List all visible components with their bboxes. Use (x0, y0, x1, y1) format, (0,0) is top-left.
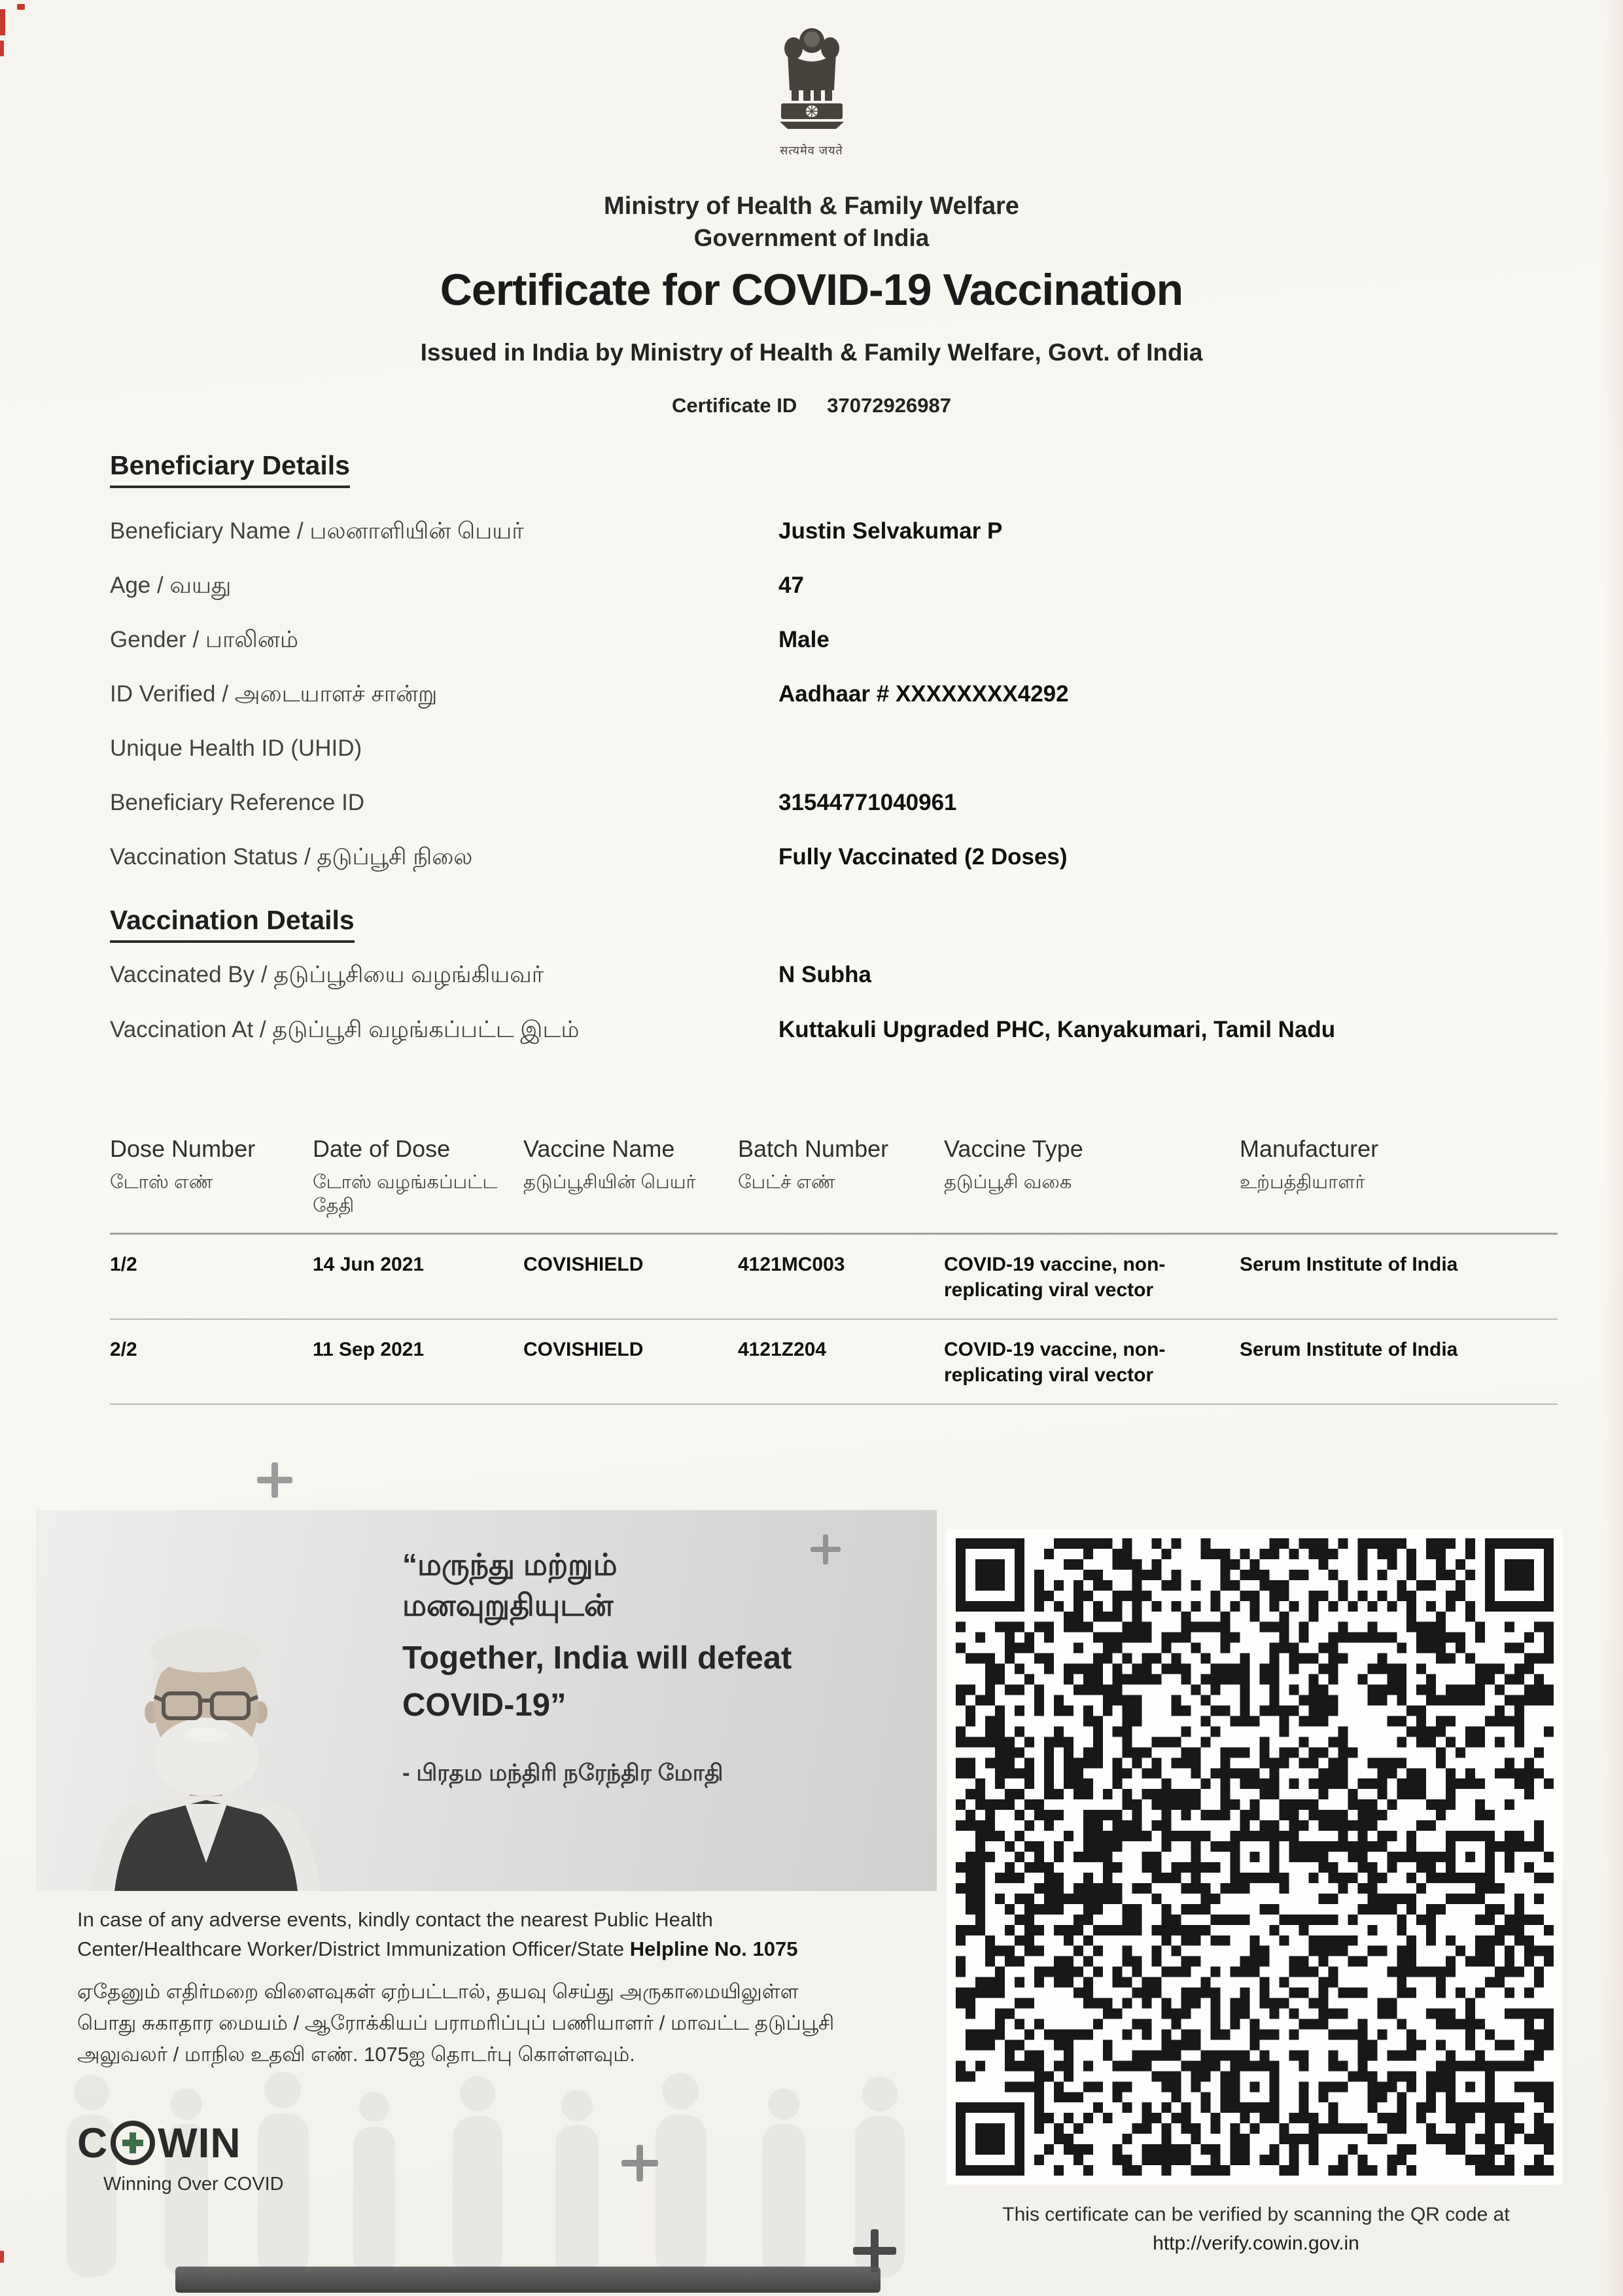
field-value: Justin Selvakumar P (778, 518, 1003, 544)
quote-english-line2: COVID-19” (402, 1687, 567, 1723)
field-label: Beneficiary Reference ID (110, 790, 365, 815)
header-block (0, 192, 1623, 252)
emblem-motto: सत्यमेव जयते (780, 144, 843, 157)
beneficiary-details-heading: Beneficiary Details (110, 450, 350, 488)
field-label: Beneficiary Name / பலனாளியின் பெயர் (110, 518, 524, 544)
field-value: Male (778, 627, 829, 652)
field-row (110, 735, 1562, 790)
field-label: Vaccinated By / தடுப்பூசியை வழங்கியவர் (110, 962, 544, 987)
vaccine-name-cell: COVISHIELD (523, 1253, 644, 1275)
cowin-logo-win: WIN (158, 2119, 241, 2166)
field-value: N Subha (778, 962, 871, 987)
column-header: Batch Number பேட்ச் எண் (738, 1135, 889, 1193)
pm-portrait-photo (52, 1561, 360, 1891)
ministry-name: Ministry of Health & Family Welfare (604, 192, 1019, 220)
qr-verification-caption: This certificate can be verified by scanning the QR code at (1002, 2204, 1510, 2225)
field-label: Vaccination Status / தடுப்பூசி நிலை (110, 844, 473, 870)
field-value: Kuttakuli Upgraded PHC, Kanyakumari, Tamil Nadu (778, 1017, 1336, 1042)
quote-tamil-line2: மனவுறுதியுடன் (402, 1588, 614, 1623)
adverse-events-note (77, 1905, 882, 1964)
scan-mark (0, 41, 4, 56)
field-row (110, 627, 1562, 681)
field-row (110, 518, 1562, 573)
field-value: Aadhaar # XXXXXXXX4292 (778, 681, 1069, 707)
adverse-note-text: In case of any adverse events, kindly contact the nearest Public Health Center/Healthcare Worker/District Immunization Officer/State (77, 1908, 713, 1960)
field-value: 47 (778, 573, 804, 598)
qr-code (947, 1529, 1563, 2185)
plus-decoration-icon (811, 1534, 841, 1564)
campaign-banner (36, 1510, 937, 1891)
field-row (110, 1017, 1562, 1072)
national-emblem-icon (756, 10, 867, 158)
batch-number-cell: 4121MC003 (738, 1253, 845, 1275)
quote-attribution: - பிரதம மந்திரி நரேந்திர மோதி (402, 1760, 724, 1786)
qr-verification-url: http://verify.cowin.gov.in (1153, 2233, 1359, 2254)
table-row (110, 1320, 1558, 1405)
helpline-number: Helpline No. 1075 (629, 1937, 798, 1960)
dose-number-cell: 2/2 (110, 1338, 137, 1360)
adverse-events-note-tamil: ஏதேனும் எதிர்மறை விளைவுகள் ஏற்பட்டால், தயவு செய்து அருகாமையிலுள்ள பொது சுகாதார மையம் / ஆரோக்கியப் பராமரிப்புப் பணியாளர் / மாவட்ட தடுப்பூசி அலுவலர் / மாநில உதவி எண். 1075ஐ தொடர்பு கொள்ளவும். (77, 1980, 835, 2066)
field-row (110, 681, 1562, 735)
field-value: Fully Vaccinated (2 Doses) (778, 844, 1068, 870)
field-label: ID Verified / அடையாளச் சான்று (110, 681, 438, 707)
plus-decoration-icon (257, 1462, 292, 1498)
field-label: Vaccination At / தடுப்பூசி வழங்கப்பட்ட இடம் (110, 1017, 580, 1042)
cowin-tagline: Winning Over COVID (103, 2174, 284, 2195)
vaccine-name-cell: COVISHIELD (523, 1338, 644, 1360)
vaccination-details-heading: Vaccination Details (110, 905, 355, 943)
column-header: Vaccine Name தடுப்பூசியின் பெயர் (523, 1135, 696, 1193)
field-row (110, 844, 1562, 898)
column-header: Date of Dose டோஸ் வழங்கப்பட்ட தேதி (313, 1135, 498, 1217)
table-row (110, 1235, 1558, 1320)
field-label: Age / வயது (110, 573, 232, 598)
certificate-id-label: Certificate ID (672, 394, 797, 417)
cowin-logo-c: C (77, 2119, 109, 2166)
field-label: Unique Health ID (UHID) (110, 735, 362, 761)
dose-number-cell: 1/2 (110, 1253, 137, 1275)
vaccine-type-cell: COVID-19 vaccine, non-replicating viral vector (944, 1338, 1166, 1386)
beneficiary-fields (110, 518, 1562, 898)
dose-table (110, 1135, 1558, 1405)
scan-mark (17, 4, 25, 10)
vaccination-fields (110, 962, 1562, 1072)
dose-date-cell: 14 Jun 2021 (313, 1253, 425, 1275)
field-row (110, 573, 1562, 627)
manufacturer-cell: Serum Institute of India (1240, 1253, 1458, 1275)
dose-table-header (110, 1135, 1558, 1235)
certificate-id-row (0, 394, 1623, 417)
dose-date-cell: 11 Sep 2021 (313, 1338, 425, 1360)
government-name: Government of India (693, 224, 930, 251)
field-value: 31544771040961 (778, 790, 957, 815)
manufacturer-cell: Serum Institute of India (1240, 1338, 1458, 1360)
page-title: Certificate for COVID-19 Vaccination (440, 265, 1183, 315)
column-header: Dose Number டோஸ் எண் (110, 1135, 256, 1193)
batch-number-cell: 4121Z204 (738, 1338, 827, 1360)
crowd-illustration (33, 2061, 935, 2277)
certificate-subtitle: Issued in India by Ministry of Health & Family Welfare, Govt. of India (420, 339, 1203, 366)
quote-tamil-line1: “மருந்து மற்றும் (402, 1547, 618, 1581)
banner-quote (402, 1544, 792, 1789)
field-row (110, 790, 1562, 844)
vaccine-type-cell: COVID-19 vaccine, non-replicating viral vector (944, 1253, 1166, 1301)
field-row (110, 962, 1562, 1017)
scan-mark (0, 2251, 4, 2263)
column-header: Vaccine Type தடுப்பூசி வகை (944, 1135, 1083, 1193)
qr-code-modules (956, 1538, 1554, 2176)
field-label: Gender / பாலினம் (110, 627, 298, 652)
ashoka-lion-capital-icon (763, 10, 861, 141)
plus-decoration-icon (621, 2145, 658, 2181)
cowin-plus-icon (111, 2121, 155, 2165)
scan-edge-band (175, 2267, 881, 2293)
certificate-id-value: 37072926987 (827, 394, 951, 417)
cowin-logo (77, 2119, 241, 2167)
scan-mark (0, 9, 5, 35)
column-header: Manufacturer உற்பத்தியாளர் (1240, 1135, 1379, 1193)
quote-english-line1: Together, India will defeat (402, 1640, 792, 1676)
